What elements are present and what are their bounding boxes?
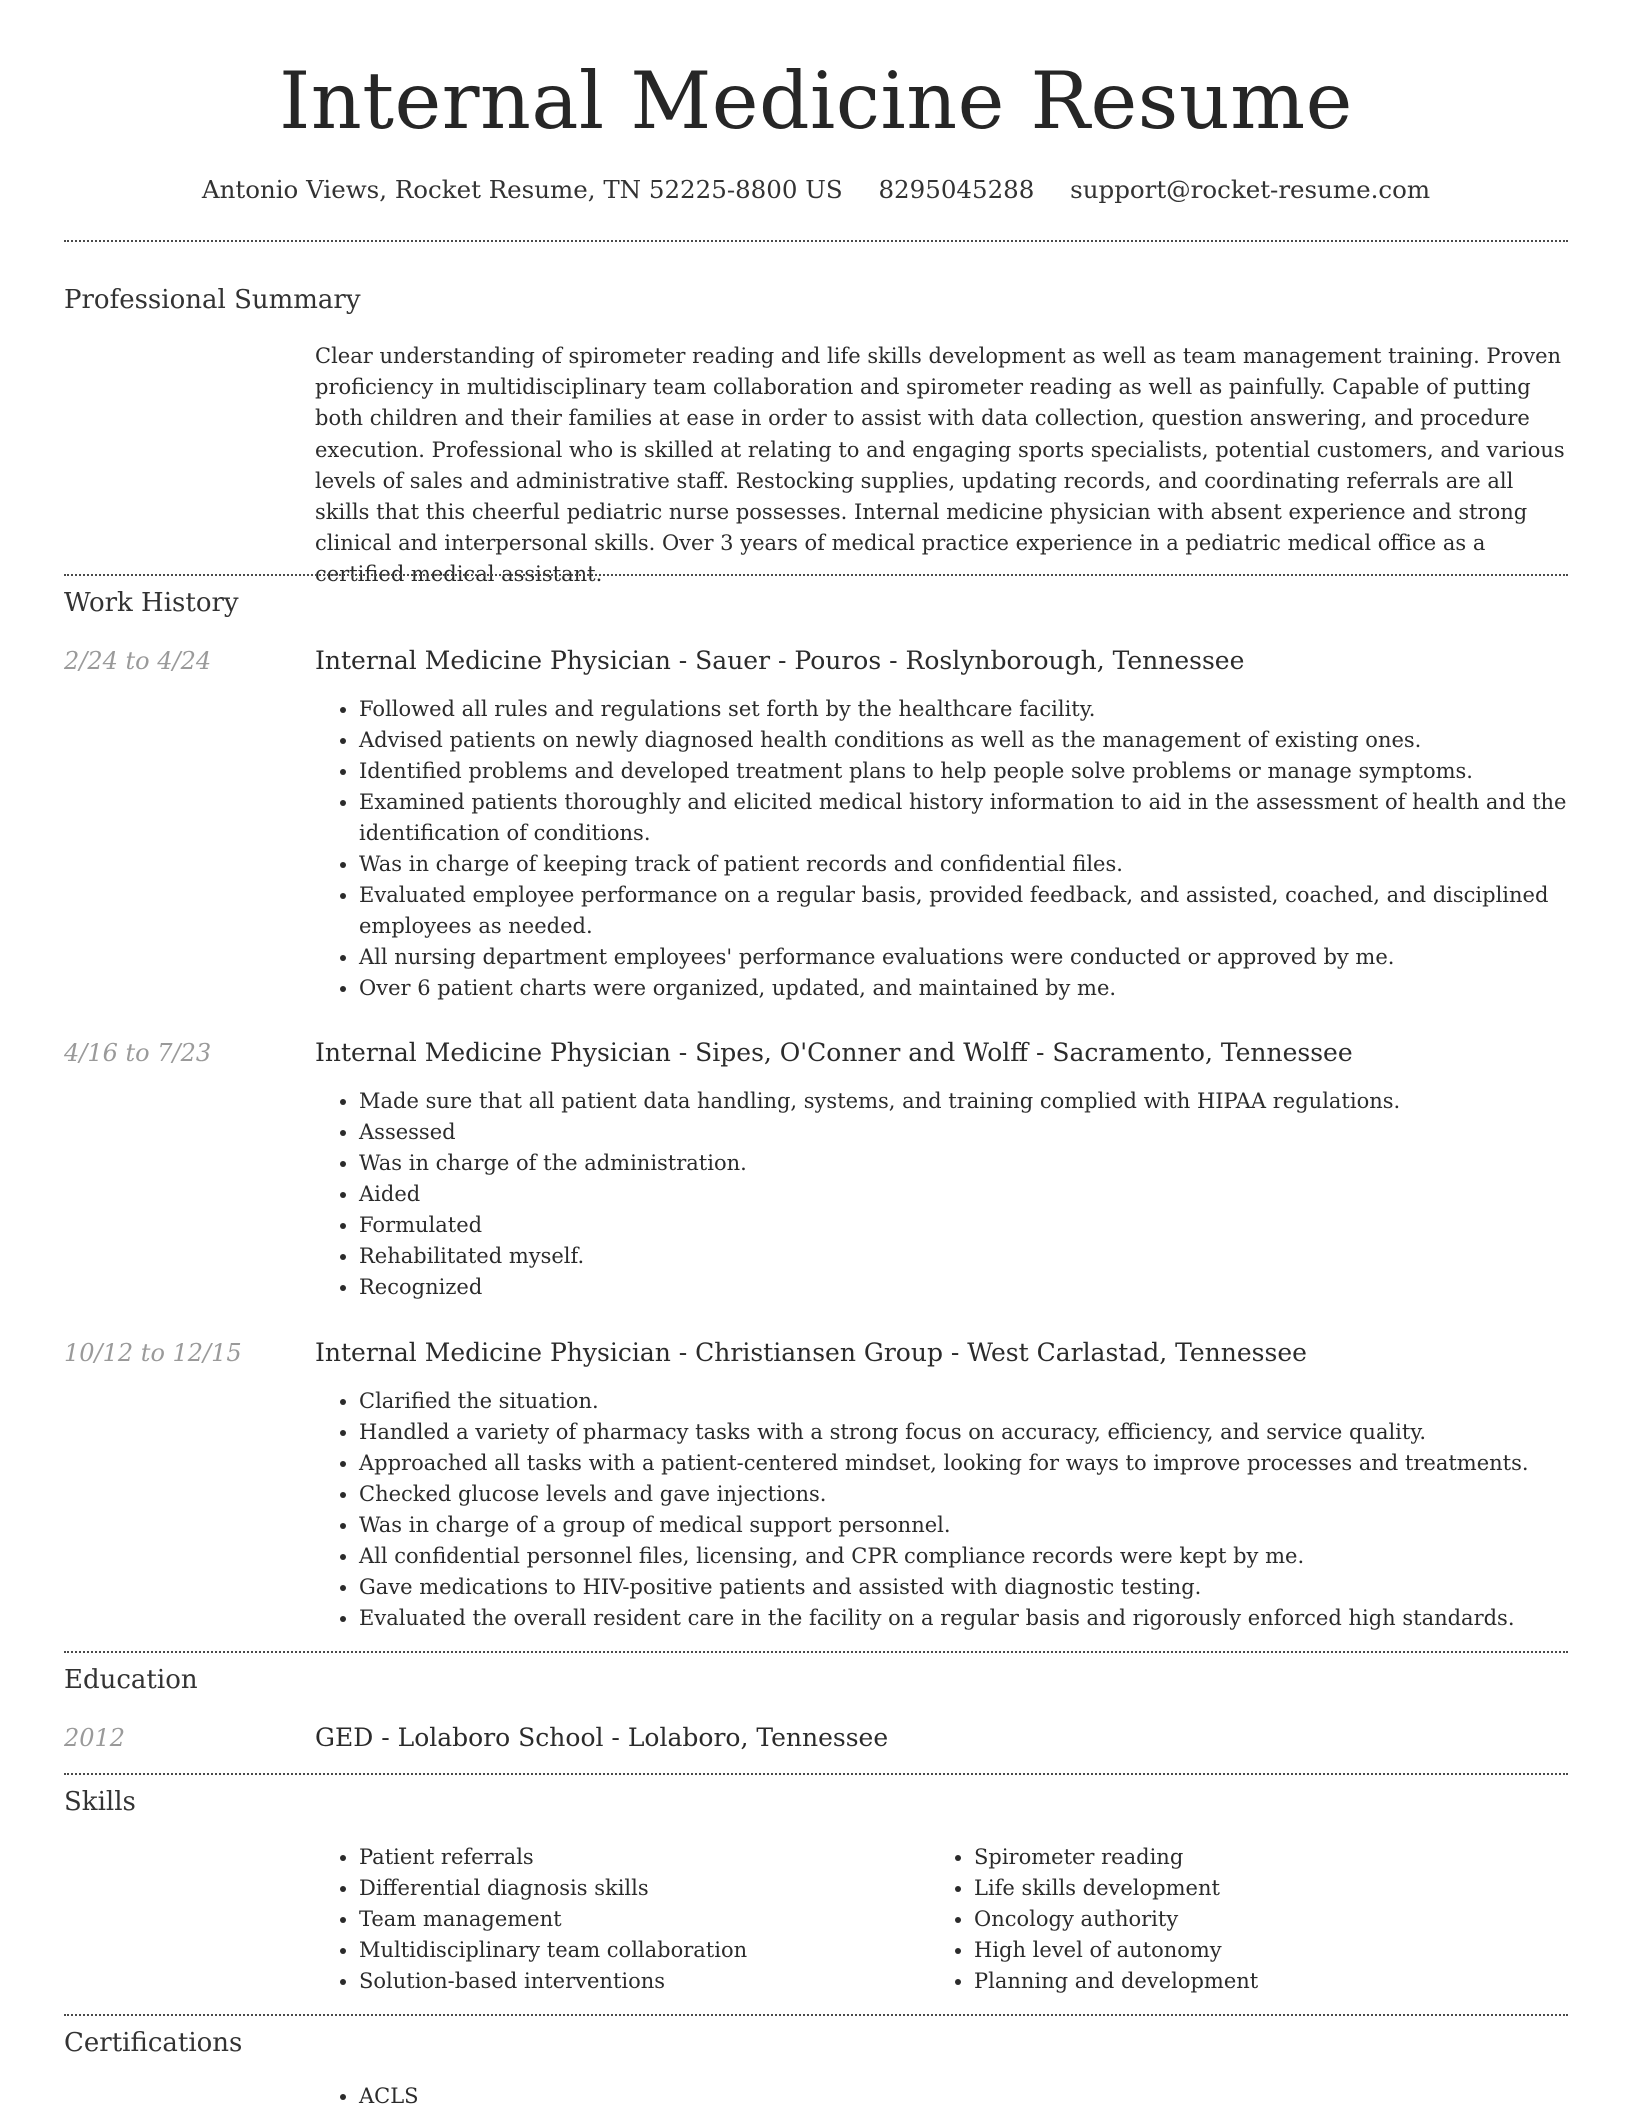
list-item: • Approached all tasks with a patient-centered mindset, looking for ways to improve processes and treatments. [359, 1448, 1570, 1479]
list-item: • Examined patients thoroughly and elicited medical history information to aid in the assessment of health and the identification of conditions. [359, 787, 1570, 849]
list-item: • Aided [359, 1179, 1570, 1210]
skill-item: • Patient referrals [359, 1842, 919, 1873]
job-bullets [315, 1086, 1570, 1303]
skill-item: • Planning and development [974, 1966, 1534, 1997]
resume-title: Internal Medicine Resume [279, 55, 1353, 147]
contact-email: support@rocket-resume.com [1070, 175, 1431, 204]
contact-phone: 8295045288 [878, 175, 1035, 204]
job-bullets [315, 1386, 1570, 1634]
skill-item: • Multidisciplinary team collaboration [359, 1935, 919, 1966]
contact-line [0, 170, 1632, 210]
list-item: • Made sure that all patient data handling, systems, and training complied with HIPAA regulations. [359, 1086, 1570, 1117]
summary-text: Clear understanding of spirometer reading and life skills development as well as team management training. Proven proficiency in multidisciplinary team collaboration and spirometer reading as well as painfully. Capable of putting both children and their families at ease in order to assist with data collection, question answering, and procedure execution. Professional who is skilled at relating to and engaging sports specialists, potential customers, and various levels of sales and administrative staff. Restocking supplies, updating records, and coordinating referrals are all skills that this cheerful pediatric nurse possesses. Internal medicine physician with absent experience and strong clinical and interpersonal skills. Over 3 years of medical practice experience in a pediatric medical office as a certified medical assistant. [315, 344, 1565, 587]
education-entry: GED - Lolaboro School - Lolaboro, Tennessee [315, 1723, 889, 1752]
list-item: • Identified problems and developed treatment plans to help people solve problems or manage symptoms. [359, 756, 1570, 787]
section-divider [64, 574, 1568, 576]
skill-item: • Life skills development [974, 1873, 1534, 1904]
list-item: • Recognized [359, 1272, 1570, 1303]
list-item: • Clarified the situation. [359, 1386, 1570, 1417]
skill-item: • Spirometer reading [974, 1842, 1534, 1873]
skill-item: • Solution-based interventions [359, 1966, 919, 1997]
skills-list-left [315, 1842, 919, 1997]
section-divider [64, 1651, 1568, 1653]
certifications-list [315, 2081, 919, 2112]
section-divider [64, 240, 1568, 242]
job-title: Internal Medicine Physician - Sauer - Pouros - Roslynborough, Tennessee [315, 646, 1245, 675]
list-item: • All nursing department employees' performance evaluations were conducted or approved by me. [359, 942, 1570, 973]
list-item: • Formulated [359, 1210, 1570, 1241]
job-title: Internal Medicine Physician - Christiansen Group - West Carlastad, Tennessee [315, 1338, 1307, 1367]
list-item: • Assessed [359, 1117, 1570, 1148]
section-divider [64, 1773, 1568, 1775]
list-item: • Evaluated employee performance on a regular basis, provided feedback, and assisted, coached, and disciplined employees as needed. [359, 880, 1570, 942]
contact-address: Antonio Views, Rocket Resume, TN 52225-8800 US [201, 175, 843, 204]
education-heading: Education [64, 1665, 198, 1695]
section-divider [64, 2014, 1568, 2016]
skill-item: • Oncology authority [974, 1904, 1534, 1935]
skill-item: • Team management [359, 1904, 919, 1935]
list-item: • Gave medications to HIV-positive patients and assisted with diagnostic testing. [359, 1572, 1570, 1603]
list-item: • Over 6 patient charts were organized, updated, and maintained by me. [359, 973, 1570, 1004]
list-item: • Rehabilitated myself. [359, 1241, 1570, 1272]
list-item: • Was in charge of the administration. [359, 1148, 1570, 1179]
list-item: • Followed all rules and regulations set forth by the healthcare facility. [359, 694, 1570, 725]
list-item: • Was in charge of a group of medical support personnel. [359, 1510, 1570, 1541]
skills-heading: Skills [64, 1787, 136, 1817]
skills-list-right [930, 1842, 1534, 1997]
list-item: • All confidential personnel files, licensing, and CPR compliance records were kept by me. [359, 1541, 1570, 1572]
job-dates: 4/16 to 7/23 [64, 1039, 212, 1067]
skill-item: • Differential diagnosis skills [359, 1873, 919, 1904]
work-history-heading: Work History [64, 588, 239, 618]
list-item: • Advised patients on newly diagnosed health conditions as well as the management of existing ones. [359, 725, 1570, 756]
certification-item: • ACLS [359, 2081, 919, 2112]
certifications-heading: Certifications [64, 2028, 243, 2058]
skill-item: • High level of autonomy [974, 1935, 1534, 1966]
job-dates: 10/12 to 12/15 [64, 1339, 242, 1367]
list-item: • Handled a variety of pharmacy tasks with a strong focus on accuracy, efficiency, and service quality. [359, 1417, 1570, 1448]
list-item: • Evaluated the overall resident care in the facility on a regular basis and rigorously enforced high standards. [359, 1603, 1570, 1634]
list-item: • Was in charge of keeping track of patient records and confidential files. [359, 849, 1570, 880]
summary-heading: Professional Summary [64, 285, 361, 315]
job-dates: 2/24 to 4/24 [64, 647, 212, 675]
job-title: Internal Medicine Physician - Sipes, O'Conner and Wolff - Sacramento, Tennessee [315, 1038, 1353, 1067]
job-bullets [315, 694, 1570, 1004]
list-item: • Checked glucose levels and gave injections. [359, 1479, 1570, 1510]
education-year: 2012 [64, 1724, 126, 1752]
